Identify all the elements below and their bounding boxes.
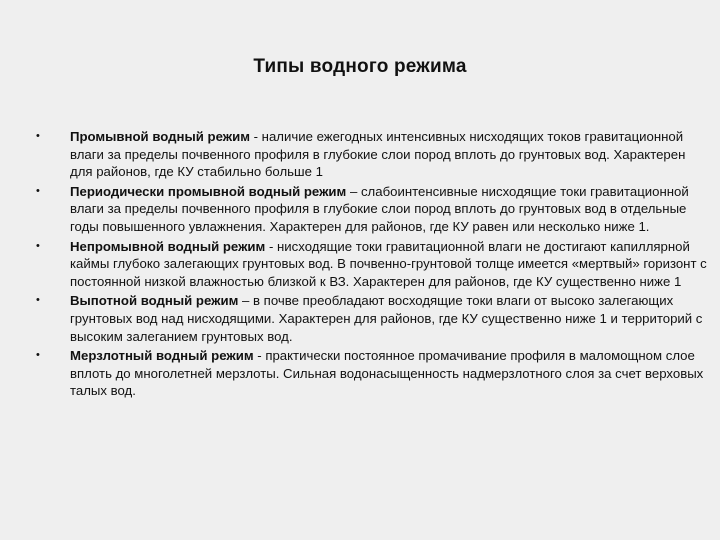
list-item-permafrost xyxy=(36,347,708,400)
term-non-flushing: Непромывной водный режим xyxy=(70,238,266,254)
term-flushing: Промывной водный режим xyxy=(70,129,250,144)
bullet-icon: • xyxy=(36,294,40,307)
list-item-exudative xyxy=(36,292,708,345)
bullet-icon: • xyxy=(36,130,40,142)
list-item-periodic-flushing xyxy=(36,183,708,236)
description-exudative: – в почве преобладают восходящие токи влаги от высоко залегающих грунтовых вод над нисходящими. Характерен для районов, где КУ существенно ниже 1 и территорий с высоким залеганием грунтовых вод. xyxy=(70,293,703,344)
description-periodic-flushing: – слабоинтенсивные нисходящие токи гравитационной влаги за пределы почвенного профиля в глубокие слои пород вплоть до грунтовых вод в отдельные годы повышенного увлажнения. Характерен для районов, где КУ равен или несколько ниже 1. xyxy=(70,183,689,234)
slide-title: Типы водного режима xyxy=(253,56,467,77)
water-regime-list xyxy=(36,128,708,402)
description-permafrost: - практически постоянное промачивание профиля в маломощном слое вплоть до многолетней мерзлоты. Сильная водонасыщенность надмерзлотного слоя за счет верховых талых вод. xyxy=(70,348,704,399)
list-item-non-flushing xyxy=(36,238,708,291)
description-flushing: - наличие ежегодных интенсивных нисходящих токов гравитационной влаги за пределы почвенного профиля в глубокие слои пород вплоть до грунтовых вод. Характерен для районов, где КУ стабильно больше 1 xyxy=(70,129,686,180)
term-periodic-flushing: Периодически промывной водный режим xyxy=(70,183,347,199)
description-non-flushing: - нисходящие токи гравитационной влаги не достигают капиллярной каймы глубоко залегающих грунтовых вод. В почвенно-грунтовой толще имеется «мертвый» горизонт с постоянной низкой влажностью близкой к ВЗ. Характерен для районов, где КУ существенно ниже 1 xyxy=(70,238,707,289)
term-exudative: Выпотной водный режим xyxy=(70,293,239,309)
list-item-flushing xyxy=(36,128,708,181)
term-permafrost: Мерзлотный водный режим xyxy=(70,348,254,364)
bullet-icon: • xyxy=(36,239,40,252)
bullet-icon: • xyxy=(36,184,40,197)
bullet-icon: • xyxy=(36,349,40,362)
